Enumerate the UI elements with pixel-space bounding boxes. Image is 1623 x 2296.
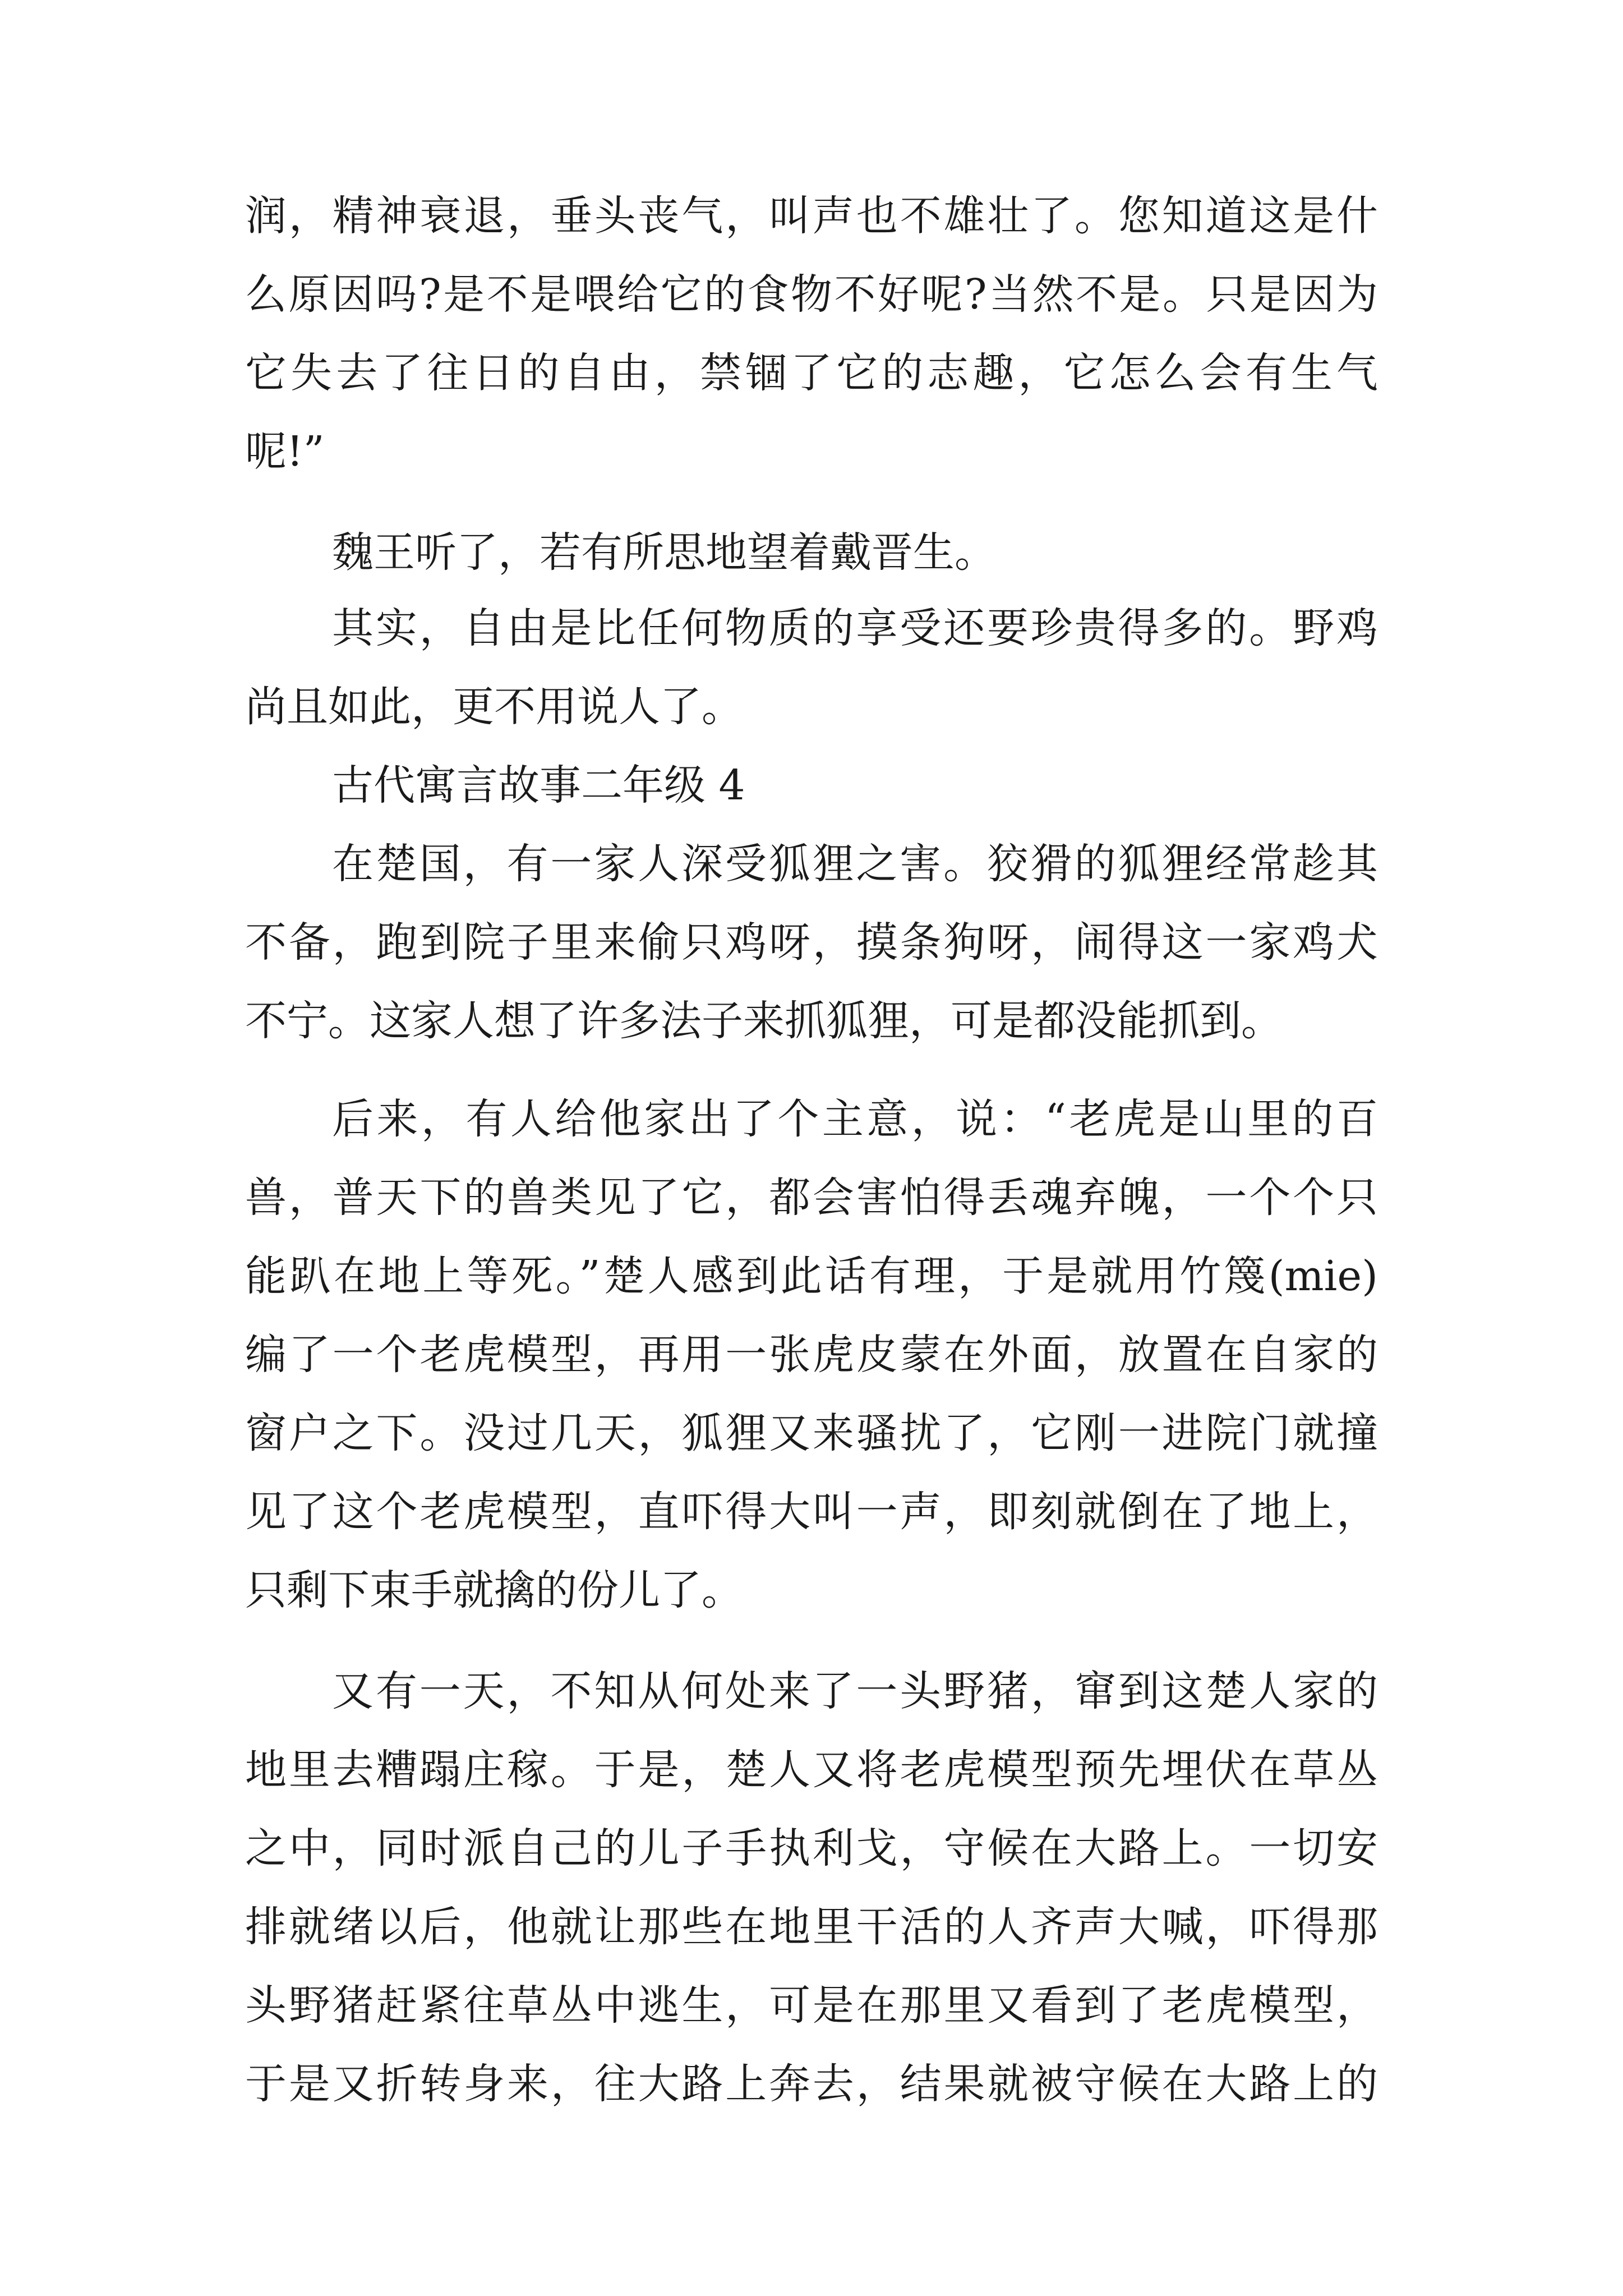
text-line: 见了这个老虎模型，直吓得大叫一声，即刻就倒在了地上， — [245, 1488, 1378, 1536]
text-line: 么原因吗?是不是喂给它的食物不好呢?当然不是。只是因为 — [245, 270, 1378, 319]
paragraph-line: 又有一天，不知从何处来了一头野猪，窜到这楚人家的 — [332, 1667, 1378, 1715]
text-line: 润，精神衰退，垂头丧气，叫声也不雄壮了。您知道这是什 — [245, 192, 1378, 240]
text-line: 地里去糟蹋庄稼。于是，楚人又将老虎模型预先埋伏在草丛 — [245, 1746, 1378, 1794]
text-line: 不备，跑到院子里来偷只鸡呀，摸条狗呀，闹得这一家鸡犬 — [245, 918, 1378, 967]
text-line: 排就绪以后，他就让那些在地里干活的人齐声大喊，吓得那 — [245, 1903, 1378, 1951]
paragraph-line: 魏王听了，若有所思地望着戴晋生。 — [332, 528, 996, 577]
text-line: 尚且如此，更不用说人了。 — [245, 683, 743, 731]
text-line: 窗户之下。没过几天，狐狸又来骚扰了，它刚一进院门就撞 — [245, 1409, 1378, 1457]
section-heading: 古代寓言故事二年级 4 — [332, 761, 745, 809]
text-line: 之中，同时派自己的儿子手执利戈，守候在大路上。一切安 — [245, 1824, 1378, 1872]
paragraph-line: 在楚国，有一家人深受狐狸之害。狡猾的狐狸经常趁其 — [332, 840, 1378, 888]
text-line: 不宁。这家人想了许多法子来抓狐狸，可是都没能抓到。 — [245, 997, 1283, 1045]
paragraph-line: 后来，有人给他家出了个主意，说：“老虎是山里的百 — [332, 1095, 1378, 1143]
text-line: 编了一个老虎模型，再用一张虎皮蒙在外面，放置在自家的 — [245, 1331, 1378, 1379]
text-line: 能趴在地上等死。”楚人感到此话有理，于是就用竹篾(mie) — [245, 1252, 1378, 1300]
text-line: 于是又折转身来，往大路上奔去，结果就被守候在大路上的 — [245, 2060, 1378, 2108]
text-line: 它失去了往日的自由，禁锢了它的志趣，它怎么会有生气 — [245, 349, 1378, 397]
text-line: 呢!” — [245, 427, 325, 476]
text-line: 只剩下束手就擒的份儿了。 — [245, 1566, 743, 1614]
paragraph-line: 其实，自由是比任何物质的享受还要珍贵得多的。野鸡 — [332, 604, 1378, 652]
text-line: 头野猪赶紧往草丛中逃生，可是在那里又看到了老虎模型， — [245, 1981, 1378, 2030]
text-line: 兽，普天下的兽类见了它，都会害怕得丢魂弃魄，一个个只 — [245, 1174, 1378, 1222]
